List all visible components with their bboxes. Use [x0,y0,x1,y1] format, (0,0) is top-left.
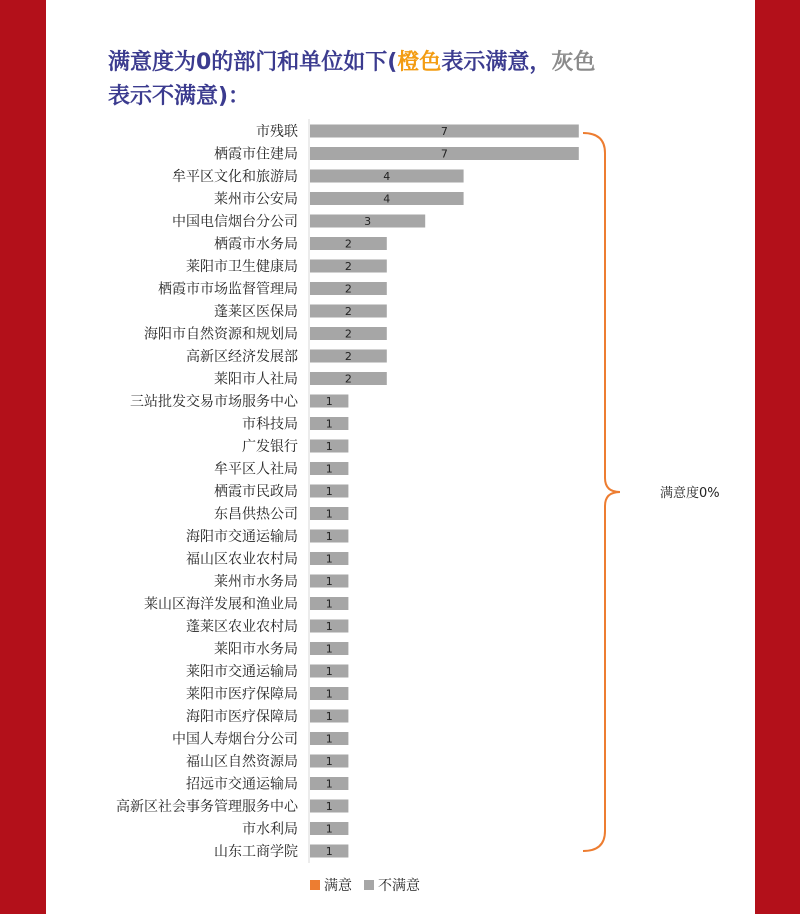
bar-value-label: 1 [325,597,333,611]
bar-value-label: 7 [440,125,448,138]
bar-value-label: 1 [325,845,333,858]
bar-value-label: 1 [325,755,333,768]
category-label: 莱阳市人社局 [214,371,298,388]
bar-value-label: 1 [325,552,333,566]
legend-label-unsatisfied: 不满意 [378,878,420,894]
category-label: 栖霞市水务局 [214,236,298,253]
category-label: 三站批发交易市场服务中心 [130,394,298,410]
brace-annotation: 满意度0% [660,486,720,501]
category-label: 莱阳市交通运输局 [186,664,298,680]
category-label: 中国电信烟台分公司 [172,214,298,230]
title-part1: 满意度为0的部门和单位如下( [108,50,398,75]
category-label: 福山区农业农村局 [186,551,298,568]
bar-value-label: 1 [325,575,333,588]
bar-value-label: 1 [325,507,333,521]
bar-value-label: 1 [325,710,333,723]
category-label: 莱州市公安局 [214,191,298,208]
bar-value-label: 1 [325,462,333,476]
category-label: 中国人寿烟台分公司 [172,731,298,748]
bar-value-label: 4 [383,170,391,183]
category-label: 栖霞市市场监督管理局 [158,281,298,298]
bar-value-label: 1 [325,642,333,656]
bar-value-label: 4 [383,192,391,206]
category-label: 莱阳市水务局 [214,641,298,658]
legend-swatch-unsatisfied [364,880,374,890]
category-label: 山东工商学院 [214,844,298,860]
category-label: 高新区经济发展部 [186,349,298,365]
bar-value-label: 1 [325,732,333,746]
bar-value-label: 1 [325,687,333,701]
bar-value-label: 2 [344,282,352,296]
legend-item-satisfied [310,875,352,895]
category-label: 东昌供热公司 [214,506,298,523]
category-label: 市水利局 [242,821,298,838]
bar-value-label: 3 [364,215,372,228]
bar-value-label: 1 [325,485,333,498]
category-label: 海阳市交通运输局 [186,529,298,545]
legend-label-satisfied: 满意 [324,878,352,894]
group-brace [583,133,620,851]
bar-value-label: 2 [344,327,352,341]
category-label: 栖霞市住建局 [214,146,298,163]
category-label: 蓬莱区农业农村局 [186,619,298,635]
category-label: 栖霞市民政局 [214,484,298,500]
bar-value-label: 1 [325,395,333,408]
title-gray-word: 灰色 [551,50,596,75]
category-label: 蓬莱区医保局 [214,304,298,320]
chart-legend [310,875,426,895]
category-label: 莱州市水务局 [214,574,298,590]
category-label: 市科技局 [242,416,298,433]
bar-value-label: 2 [344,237,352,251]
bar-value-label: 1 [325,417,333,431]
title-part3: 表示不满意)： [108,84,251,109]
category-label: 市残联 [256,124,298,140]
category-label: 高新区社会事务管理服务中心 [116,799,298,815]
category-label: 牟平区文化和旅游局 [172,169,298,185]
legend-swatch-satisfied [310,880,320,890]
category-label: 牟平区人社局 [214,461,298,478]
category-label: 莱山区海洋发展和渔业局 [144,596,298,613]
category-label: 广发银行 [242,439,298,455]
category-label: 莱阳市卫生健康局 [186,259,298,275]
title-part2: 表示满意， [441,50,552,75]
category-label: 海阳市医疗保障局 [186,709,298,725]
bar-value-label: 7 [440,147,448,161]
bar-value-label: 1 [325,800,333,813]
bar-value-label: 1 [325,665,333,678]
bar-value-label: 2 [344,260,352,273]
bar-value-label: 1 [325,822,333,836]
bar-value-label: 2 [344,350,352,363]
category-label: 福山区自然资源局 [186,754,298,770]
legend-item-unsatisfied [364,875,420,895]
bar-value-label: 2 [344,305,352,318]
category-label: 招远市交通运输局 [186,776,298,793]
bar-value-label: 1 [325,777,333,791]
bar-value-label: 1 [325,530,333,543]
bar-value-label: 1 [325,440,333,453]
bar-value-label: 1 [325,620,333,633]
category-label: 海阳市自然资源和规划局 [144,326,298,343]
title-orange-word: 橙色 [397,50,442,75]
bar-value-label: 2 [344,372,352,386]
category-label: 莱阳市医疗保障局 [186,686,298,703]
